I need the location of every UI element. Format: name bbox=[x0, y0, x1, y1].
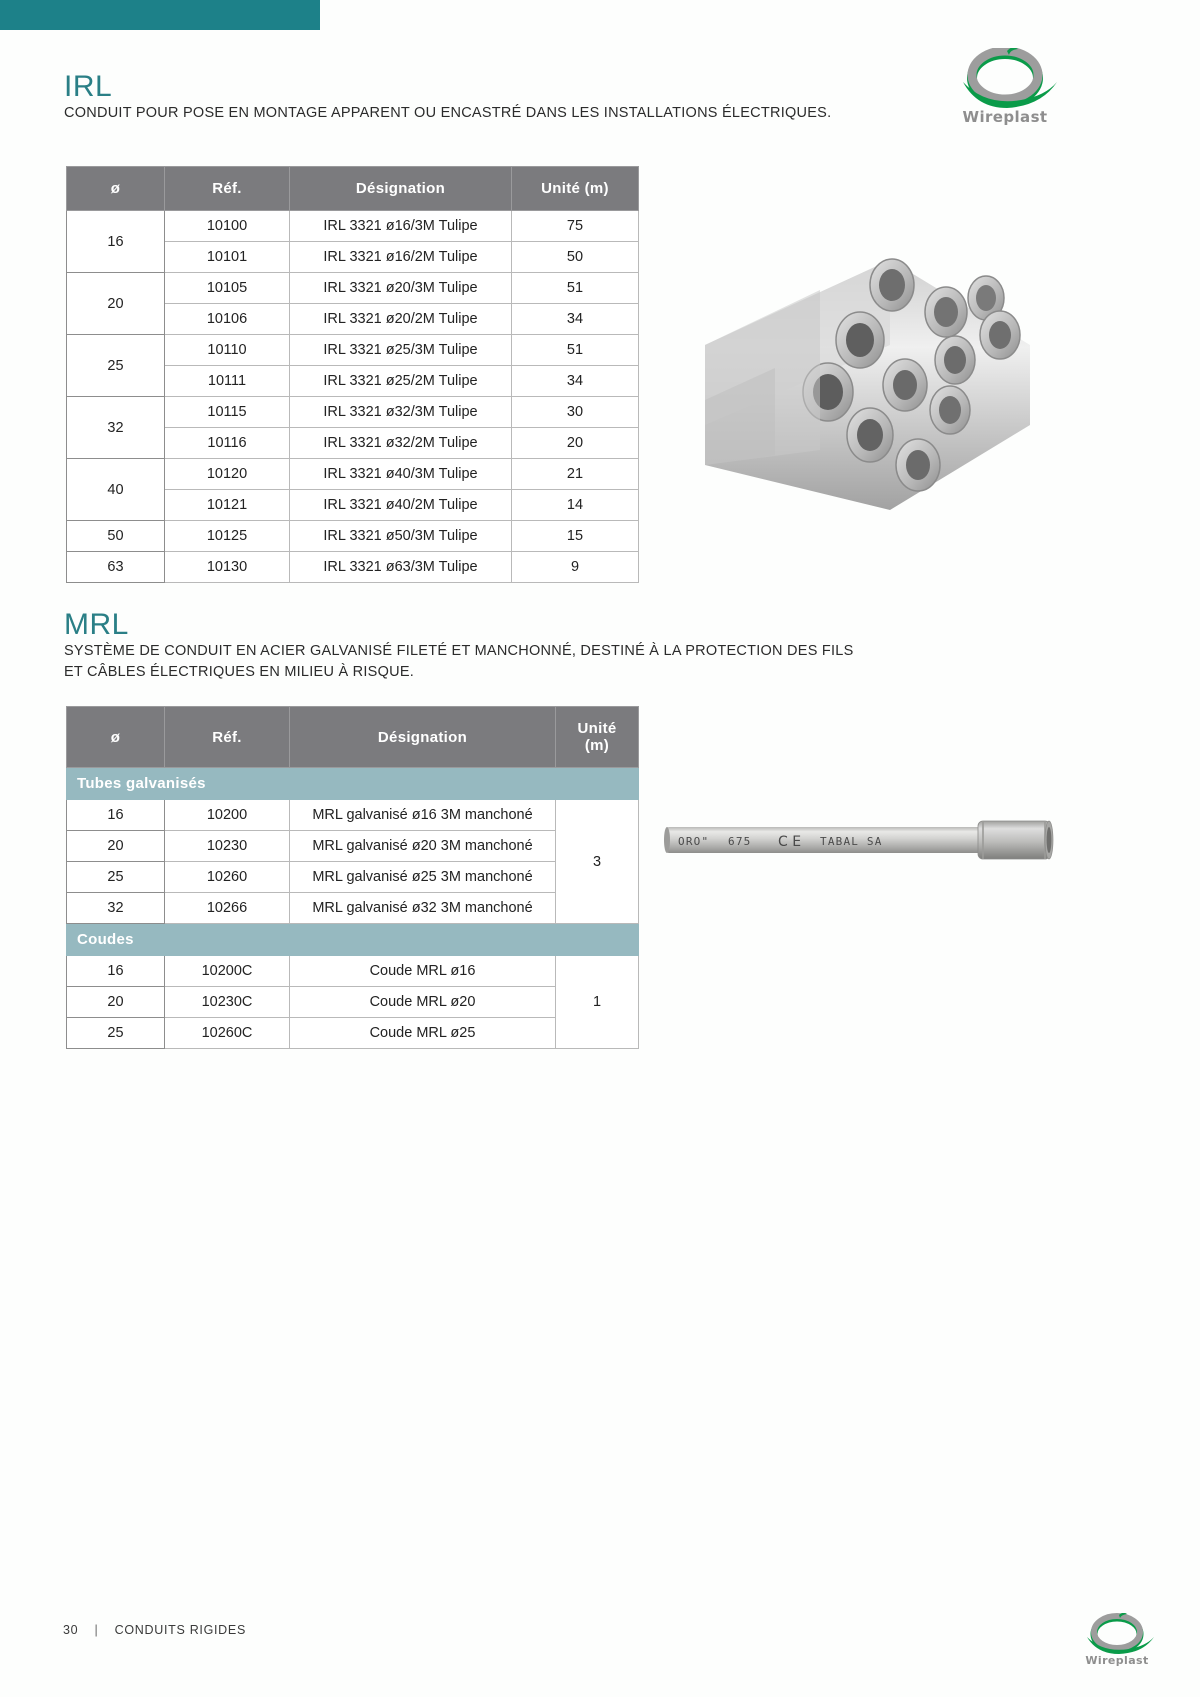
irl-cell-diameter: 20 bbox=[67, 273, 165, 335]
irl-cell-reference: 10110 bbox=[165, 335, 290, 366]
irl-cell-designation: IRL 3321 ø63/3M Tulipe bbox=[290, 552, 512, 583]
irl-header-designation: Désignation bbox=[290, 167, 512, 211]
irl-cell-reference: 10130 bbox=[165, 552, 290, 583]
irl-cell-unit: 34 bbox=[512, 304, 639, 335]
svg-text:C E: C E bbox=[778, 834, 802, 850]
irl-cell-reference: 10120 bbox=[165, 459, 290, 490]
page-number: 30 bbox=[63, 1623, 79, 1637]
mrl-spec-table bbox=[66, 706, 639, 1049]
irl-cell-unit: 50 bbox=[512, 242, 639, 273]
irl-spec-table bbox=[66, 166, 639, 583]
irl-cell-diameter: 25 bbox=[67, 335, 165, 397]
footer-separator: | bbox=[94, 1623, 99, 1637]
footer-logo bbox=[1075, 1613, 1159, 1675]
mrl-cell-diameter: 25 bbox=[67, 862, 165, 893]
irl-cell-unit: 20 bbox=[512, 428, 639, 459]
wireplast-footer-logo-mark bbox=[1075, 1613, 1159, 1655]
table-row bbox=[67, 552, 639, 583]
irl-cell-diameter: 63 bbox=[67, 552, 165, 583]
irl-cell-diameter: 40 bbox=[67, 459, 165, 521]
table-row bbox=[67, 521, 639, 552]
mrl-product-photo bbox=[660, 800, 1060, 880]
mrl-header-unit bbox=[556, 707, 639, 768]
section-title-irl: IRL bbox=[64, 70, 113, 103]
mrl-header-reference: Réf. bbox=[165, 707, 290, 768]
footer-section-label: CONDUITS RIGIDES bbox=[114, 1623, 246, 1637]
irl-cell-reference: 10101 bbox=[165, 242, 290, 273]
table-row bbox=[67, 800, 639, 831]
irl-cell-diameter: 50 bbox=[67, 521, 165, 552]
mrl-cell-designation: MRL galvanisé ø16 3M manchoné bbox=[290, 800, 556, 831]
irl-cell-unit: 75 bbox=[512, 211, 639, 242]
irl-product-photo bbox=[700, 250, 1030, 535]
irl-cell-reference: 10125 bbox=[165, 521, 290, 552]
group-header-row bbox=[67, 924, 639, 956]
irl-cell-designation: IRL 3321 ø20/3M Tulipe bbox=[290, 273, 512, 304]
mrl-cell-diameter: 20 bbox=[67, 831, 165, 862]
mrl-cell-designation: MRL galvanisé ø20 3M manchoné bbox=[290, 831, 556, 862]
irl-cell-unit: 9 bbox=[512, 552, 639, 583]
section-description-irl: CONDUIT POUR POSE EN MONTAGE APPARENT OU ENCASTRÉ DANS LES INSTALLATIONS ÉLECTRIQUES. bbox=[64, 105, 832, 121]
mrl-cell-reference: 10266 bbox=[165, 893, 290, 924]
svg-text:TABAL SA: TABAL SA bbox=[820, 835, 883, 848]
irl-cell-unit: 34 bbox=[512, 366, 639, 397]
table-row bbox=[67, 459, 639, 490]
mrl-cell-designation: MRL galvanisé ø32 3M manchoné bbox=[290, 893, 556, 924]
irl-cell-reference: 10100 bbox=[165, 211, 290, 242]
irl-cell-designation: IRL 3321 ø32/2M Tulipe bbox=[290, 428, 512, 459]
svg-text:675: 675 bbox=[728, 835, 752, 848]
irl-cell-unit: 30 bbox=[512, 397, 639, 428]
irl-cell-unit: 21 bbox=[512, 459, 639, 490]
mrl-header-designation: Désignation bbox=[290, 707, 556, 768]
mrl-cell-unit: 3 bbox=[556, 800, 639, 924]
irl-cell-diameter: 32 bbox=[67, 397, 165, 459]
group-header-row bbox=[67, 768, 639, 800]
mrl-cell-diameter: 20 bbox=[67, 987, 165, 1018]
mrl-header-unit-line1: Unité bbox=[577, 720, 617, 737]
table-row bbox=[67, 211, 639, 242]
irl-header-diameter: ø bbox=[67, 167, 165, 211]
irl-header-reference: Réf. bbox=[165, 167, 290, 211]
irl-cell-designation: IRL 3321 ø32/3M Tulipe bbox=[290, 397, 512, 428]
header-logo bbox=[945, 48, 1065, 136]
irl-cell-reference: 10106 bbox=[165, 304, 290, 335]
irl-header-unit: Unité (m) bbox=[512, 167, 639, 211]
mrl-cell-diameter: 25 bbox=[67, 1018, 165, 1049]
irl-cell-reference: 10115 bbox=[165, 397, 290, 428]
irl-cell-designation: IRL 3321 ø16/2M Tulipe bbox=[290, 242, 512, 273]
irl-cell-designation: IRL 3321 ø16/3M Tulipe bbox=[290, 211, 512, 242]
brand-wordmark: Wireplast bbox=[962, 108, 1048, 126]
mrl-group-label: Coudes bbox=[67, 924, 639, 956]
mrl-cell-unit: 1 bbox=[556, 956, 639, 1049]
page-footer bbox=[63, 1623, 246, 1637]
footer-brand-wordmark: Wireplast bbox=[1085, 1654, 1149, 1667]
mrl-cell-designation: Coude MRL ø20 bbox=[290, 987, 556, 1018]
mrl-group-label: Tubes galvanisés bbox=[67, 768, 639, 800]
irl-cell-reference: 10111 bbox=[165, 366, 290, 397]
table-row bbox=[67, 831, 639, 862]
irl-cell-unit: 51 bbox=[512, 273, 639, 304]
irl-cell-unit: 15 bbox=[512, 521, 639, 552]
mrl-cell-diameter: 32 bbox=[67, 893, 165, 924]
irl-table-body bbox=[67, 211, 639, 583]
mrl-cell-designation: Coude MRL ø25 bbox=[290, 1018, 556, 1049]
irl-cell-designation: IRL 3321 ø40/2M Tulipe bbox=[290, 490, 512, 521]
mrl-cell-diameter: 16 bbox=[67, 800, 165, 831]
table-row bbox=[67, 335, 639, 366]
irl-cell-reference: 10105 bbox=[165, 273, 290, 304]
irl-cell-designation: IRL 3321 ø25/3M Tulipe bbox=[290, 335, 512, 366]
mrl-cell-reference: 10230 bbox=[165, 831, 290, 862]
irl-cell-designation: IRL 3321 ø25/2M Tulipe bbox=[290, 366, 512, 397]
top-accent-bar bbox=[0, 0, 320, 30]
table-row bbox=[67, 987, 639, 1018]
mrl-cell-reference: 10230C bbox=[165, 987, 290, 1018]
irl-cell-designation: IRL 3321 ø50/3M Tulipe bbox=[290, 521, 512, 552]
table-row bbox=[67, 893, 639, 924]
mrl-header-diameter: ø bbox=[67, 707, 165, 768]
irl-cell-unit: 14 bbox=[512, 490, 639, 521]
mrl-header-unit-line2: (m) bbox=[584, 737, 610, 754]
svg-text:ORO": ORO" bbox=[678, 835, 710, 848]
mrl-cell-reference: 10200C bbox=[165, 956, 290, 987]
irl-cell-diameter: 16 bbox=[67, 211, 165, 273]
mrl-cell-designation: MRL galvanisé ø25 3M manchoné bbox=[290, 862, 556, 893]
table-row bbox=[67, 273, 639, 304]
mrl-cell-reference: 10200 bbox=[165, 800, 290, 831]
irl-cell-unit: 51 bbox=[512, 335, 639, 366]
mrl-table-body bbox=[67, 768, 639, 1049]
wireplast-logo-mark bbox=[945, 48, 1065, 110]
section-title-mrl: MRL bbox=[64, 608, 129, 641]
table-row bbox=[67, 956, 639, 987]
irl-table-header-row bbox=[67, 167, 639, 211]
irl-cell-reference: 10121 bbox=[165, 490, 290, 521]
mrl-cell-reference: 10260C bbox=[165, 1018, 290, 1049]
irl-cell-reference: 10116 bbox=[165, 428, 290, 459]
irl-cell-designation: IRL 3321 ø20/2M Tulipe bbox=[290, 304, 512, 335]
mrl-cell-designation: Coude MRL ø16 bbox=[290, 956, 556, 987]
irl-cell-designation: IRL 3321 ø40/3M Tulipe bbox=[290, 459, 512, 490]
mrl-cell-reference: 10260 bbox=[165, 862, 290, 893]
section-description-mrl: SYSTÈME DE CONDUIT EN ACIER GALVANISÉ FILETÉ ET MANCHONNÉ, DESTINÉ À LA PROTECTION DES FILS ET CÂBLES ÉLECTRIQUES EN MILIEU À RISQUE. bbox=[64, 643, 854, 681]
mrl-table-header-row bbox=[67, 707, 639, 768]
mrl-cell-diameter: 16 bbox=[67, 956, 165, 987]
table-row bbox=[67, 397, 639, 428]
table-row bbox=[67, 1018, 639, 1049]
table-row bbox=[67, 862, 639, 893]
